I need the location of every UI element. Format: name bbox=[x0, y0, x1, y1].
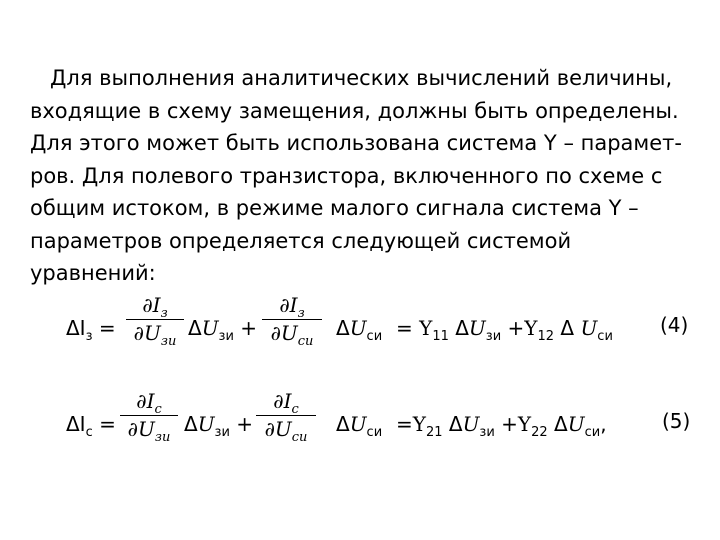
fraction-partial-2 bbox=[262, 293, 322, 349]
fraction-denominator: $\partial U_{си}$ bbox=[270, 321, 314, 349]
equation-number: (4) bbox=[660, 313, 689, 337]
eq-rhs: $=Y_{21}$ $\Delta U_{зи} +Y_{22}$ $\Delta U_{си}$, bbox=[396, 412, 607, 440]
fraction-partial-1 bbox=[126, 293, 184, 349]
paragraph-line: входящие в схему замещения, должны быть определены. bbox=[30, 98, 679, 123]
paragraph-line: уравнений: bbox=[30, 261, 156, 285]
paragraph-line: Для выполнения аналитических вычислений величины, bbox=[50, 66, 673, 90]
paragraph-line: ров. Для полевого транзистора, включенного по схеме с bbox=[30, 163, 663, 188]
paragraph-line: общим истоком, в режиме малого сигнала система Y – bbox=[30, 196, 639, 220]
eq-lhs: $\Delta I_з$ = bbox=[66, 316, 116, 344]
eq-mid-term: $\Delta U_{зи}$ + bbox=[184, 412, 254, 440]
eq-rhs: = $Y_{11}$ $\Delta U_{зи} +Y_{12}$ Δ $U_{си}$ bbox=[396, 316, 613, 344]
equation-number: (5) bbox=[662, 409, 691, 433]
fraction-numerator: $\partial I_з$ bbox=[142, 293, 168, 321]
paragraph-line: параметров определяется следующей системой bbox=[30, 228, 572, 253]
paragraph-line: Для этого может быть использована система Y – парамет- bbox=[30, 131, 682, 155]
fraction-numerator: $\partial I_с$ bbox=[136, 389, 162, 417]
eq-lhs: $\Delta I_с$ = bbox=[66, 412, 116, 440]
eq-right-term: $\Delta U_{си}$ bbox=[336, 316, 383, 344]
fraction-denominator: $\partial U_{зи}$ bbox=[127, 417, 171, 445]
eq-mid-term: $\Delta U_{зи}$ + bbox=[188, 316, 258, 344]
fraction-denominator: $\partial U_{си}$ bbox=[264, 417, 308, 445]
fraction-denominator: $\partial U_{зи}$ bbox=[133, 321, 177, 349]
eq-right-term: $\Delta U_{си}$ bbox=[336, 412, 383, 440]
fraction-numerator: $\partial I_з$ bbox=[279, 293, 305, 321]
fraction-numerator: $\partial I_с$ bbox=[273, 389, 299, 417]
fraction-partial-2 bbox=[256, 389, 316, 445]
fraction-partial-1 bbox=[120, 389, 178, 445]
body-paragraph bbox=[30, 62, 705, 290]
